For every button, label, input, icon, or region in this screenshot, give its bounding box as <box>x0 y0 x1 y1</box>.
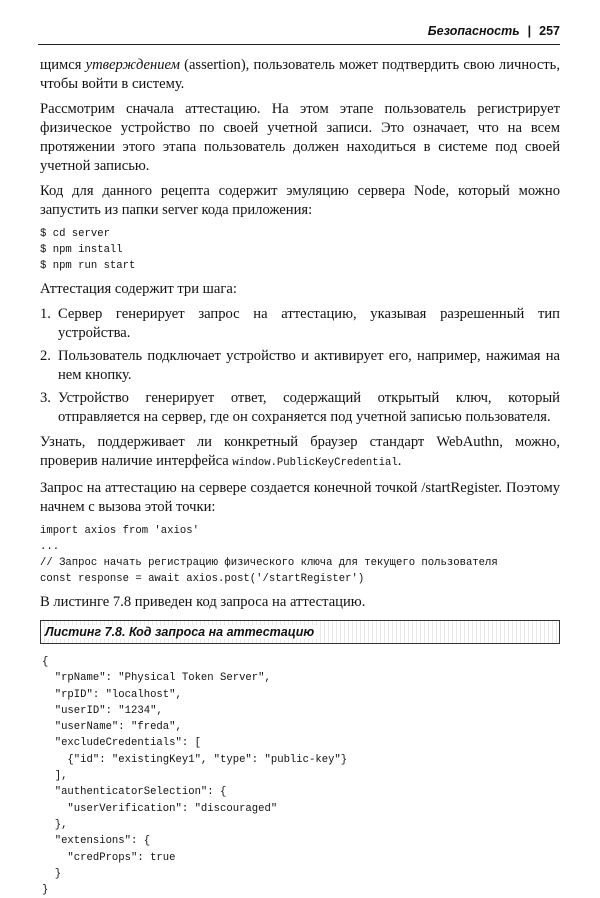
p1-text-b: (assertion), пользователь может подтвердить свою личность, чтобы войти в систему. <box>40 57 560 92</box>
code-line: "userName": "freda", <box>42 721 182 734</box>
paragraph-6: Запрос на аттестацию на сервере создается конечной точкой /startRegister. Поэтому начнем с вызова этой точки: <box>40 480 560 515</box>
code-line: {"id": "existingKey1", "type": "public-key"} <box>42 753 348 766</box>
inline-code: window.PublicKeyCredential <box>232 457 398 469</box>
code-block-json <box>40 654 560 898</box>
p1-text-a: щимся <box>40 57 86 73</box>
paragraph-5 <box>40 433 560 473</box>
code-line: ... <box>40 541 60 553</box>
code-line: ], <box>42 770 68 783</box>
steps-list <box>40 305 560 427</box>
code-line: $ npm install <box>40 244 123 256</box>
code-line: const response = await axios.post('/startRegister') <box>40 573 365 585</box>
code-line: // Запрос начать регистрацию физического ключа для текущего пользователя <box>40 557 498 569</box>
page-header <box>38 24 560 45</box>
list-number: 2. <box>40 348 51 364</box>
code-line: { <box>42 656 49 668</box>
code-line: "excludeCredentials": [ <box>42 737 201 750</box>
code-line: "extensions": { <box>42 835 151 848</box>
code-block-js <box>40 523 560 587</box>
header-separator: | <box>527 24 532 38</box>
list-number: 3. <box>40 390 51 406</box>
code-line: "credProps": true <box>42 851 176 864</box>
code-line: import axios from 'axios' <box>40 525 199 537</box>
running-title: Безопасность <box>427 24 520 38</box>
page-number: 257 <box>539 24 560 38</box>
code-line: }, <box>42 818 68 831</box>
list-item <box>40 305 560 343</box>
listing-caption <box>40 620 560 644</box>
code-line: "authenticatorSelection": { <box>42 786 227 799</box>
paragraph-1 <box>40 56 560 94</box>
list-item <box>40 389 560 427</box>
list-text: Пользователь подключает устройство и активирует его, например, нажимая на нем кнопку. <box>58 348 560 383</box>
page-body <box>40 56 560 898</box>
code-line: "rpID": "localhost", <box>42 688 182 701</box>
p5-text-b: . <box>397 453 402 469</box>
code-line: $ npm run start <box>40 260 136 272</box>
code-line: } <box>42 867 62 880</box>
listing-title: Листинг 7.8. Код запроса на аттестацию <box>45 625 320 639</box>
list-text: Сервер генерирует запрос на аттестацию, указывая разрешенный тип устройства. <box>58 306 560 341</box>
code-line: $ cd server <box>40 228 110 240</box>
paragraph-2: Рассмотрим сначала аттестацию. На этом этапе пользователь регистрирует физическое устройство по своей учетной записи. Это означает, что на всем протяжении этого этапа пользователь должен находиться в системе под своей учетной записью. <box>40 101 560 174</box>
code-block-shell <box>40 226 560 274</box>
paragraph-4: Аттестация содержит три шага: <box>40 281 237 297</box>
code-line: "rpName": "Physical Token Server", <box>42 672 271 685</box>
p1-emphasis: утверждением <box>85 57 180 73</box>
code-line: "userID": "1234", <box>42 704 163 717</box>
paragraph-7: В листинге 7.8 приведен код запроса на аттестацию. <box>40 594 366 610</box>
list-item <box>40 347 560 385</box>
p5-text-a: Узнать, поддерживает ли конкретный браузер стандарт WebAuthn, можно, проверив наличие интерфейса <box>40 434 560 469</box>
list-number: 1. <box>40 306 51 322</box>
code-line: } <box>42 884 49 897</box>
list-text: Устройство генерирует ответ, содержащий открытый ключ, который отправляется на сервер, где он сохраняется под учетной записью пользователя. <box>58 390 560 425</box>
paragraph-3: Код для данного рецепта содержит эмуляцию сервера Node, который можно запустить из папки server кода приложения: <box>40 183 560 218</box>
code-line: "userVerification": "discouraged" <box>42 802 278 815</box>
